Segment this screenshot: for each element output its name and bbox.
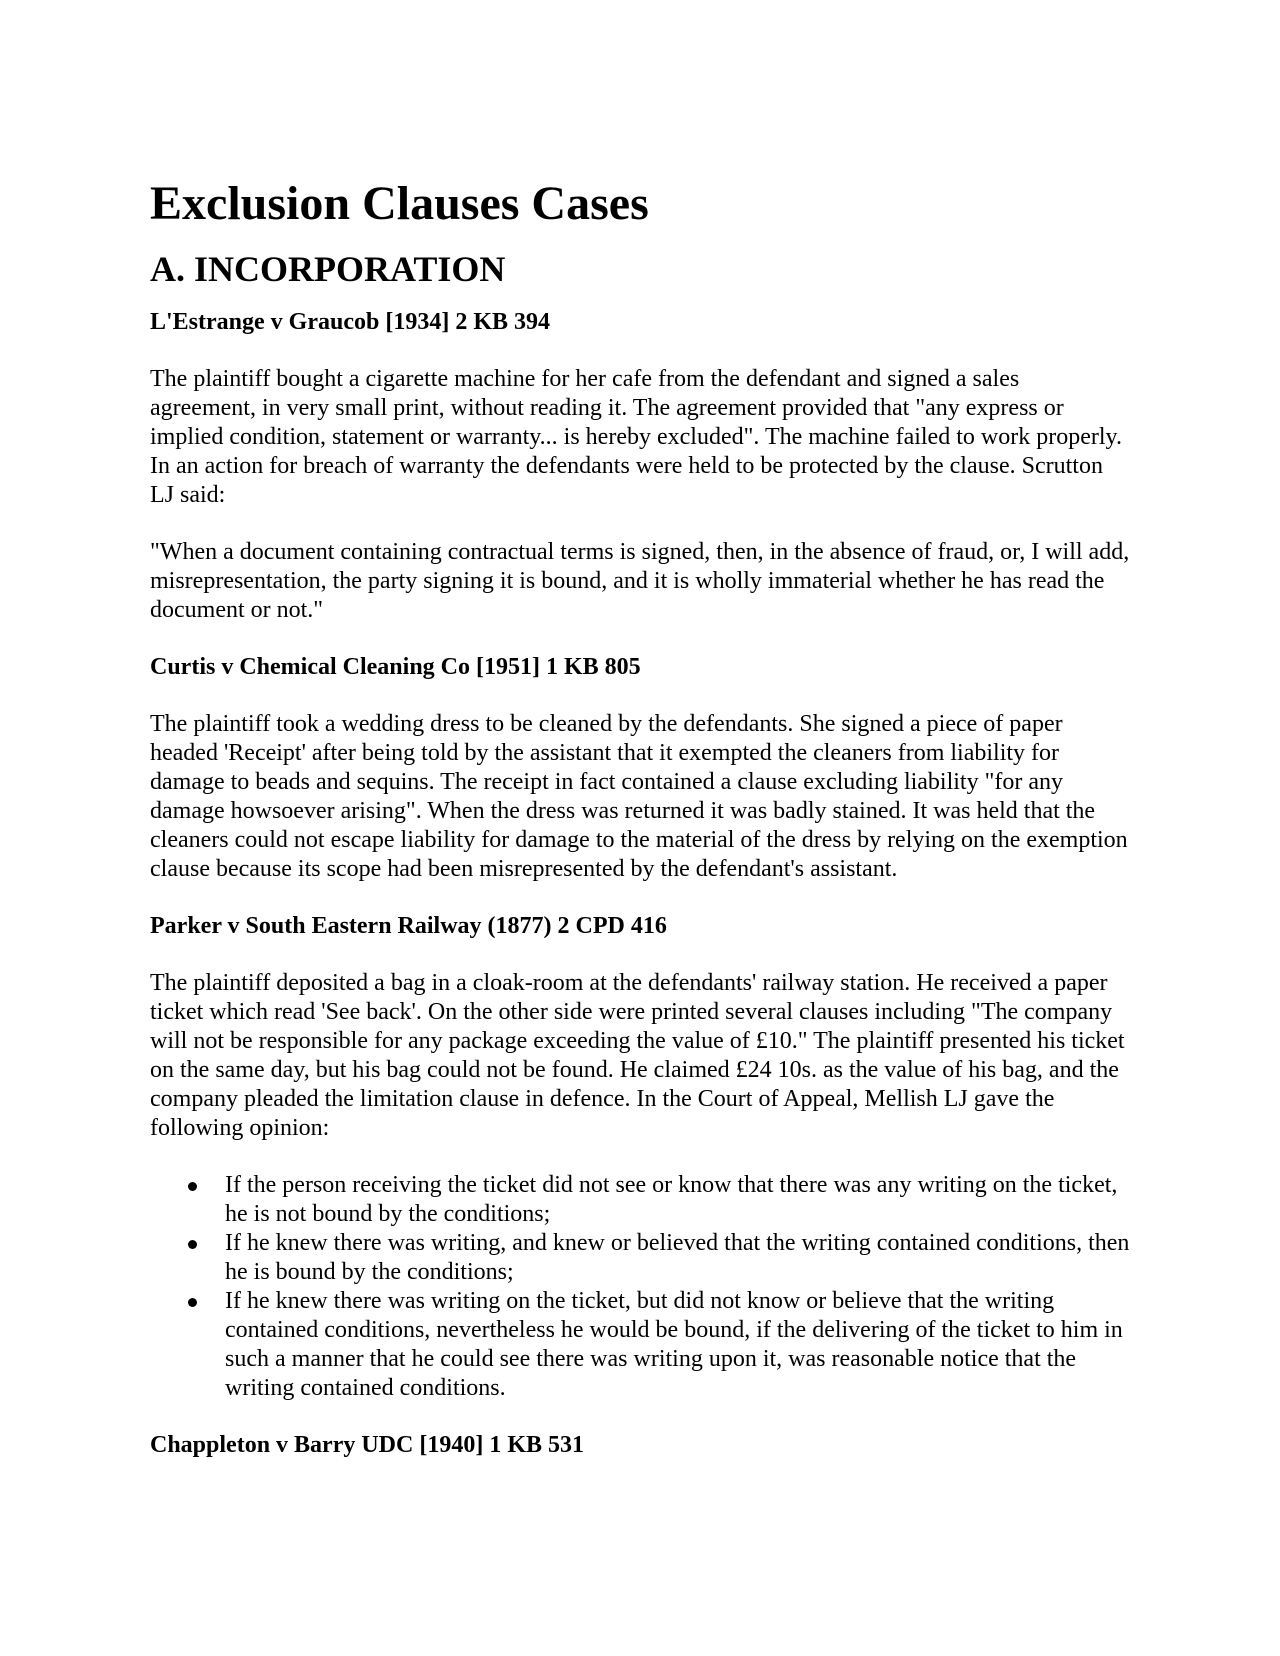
case-heading: Curtis v Chemical Cleaning Co [1951] 1 KB 805 bbox=[150, 654, 641, 680]
list-item-text: If the person receiving the ticket did not see or know that there was any writing on the ticket, he is not bound by the conditions; bbox=[225, 1172, 1118, 1227]
case-paragraph: The plaintiff deposited a bag in a cloak-room at the defendants' railway station. He received a paper ticket which read 'See back'. On the other side were printed several clauses including "The company will not be responsible for any package exceeding the value of £10." The plaintiff presented his ticket on the same day, but his bag could not be found. He claimed £24 10s. as the value of his bag, and the company pleaded the limitation clause in defence. In the Court of Appeal, Mellish LJ gave the following opinion: bbox=[150, 970, 1125, 1141]
bullet-icon bbox=[188, 1240, 197, 1249]
case-paragraph: The plaintiff bought a cigarette machine for her cafe from the defendant and signed a sales agreement, in very small print, without reading it. The agreement provided that "any express or implied condition, statement or warranty... is hereby excluded". The machine failed to work properly. In an action for breach of warranty the defendants were held to be protected by the clause. Scrutton LJ said: bbox=[150, 366, 1122, 508]
list-item-text: If he knew there was writing on the ticket, but did not know or believe that the writing contained conditions, nevertheless he would be bound, if the delivering of the ticket to him in such a manner that he could see there was writing upon it, was reasonable notice that the writing contained conditions. bbox=[225, 1288, 1123, 1401]
section-heading: A. INCORPORATION bbox=[150, 249, 506, 289]
case-heading: Chappleton v Barry UDC [1940] 1 KB 531 bbox=[150, 1432, 585, 1458]
document-title: Exclusion Clauses Cases bbox=[150, 177, 649, 230]
case-heading: Parker v South Eastern Railway (1877) 2 CPD 416 bbox=[150, 913, 667, 939]
list-item bbox=[150, 1171, 1130, 1229]
document-page bbox=[150, 0, 1130, 1460]
list-item-text: If he knew there was writing, and knew or believed that the writing contained conditions, then he is bound by the conditions; bbox=[225, 1230, 1130, 1285]
list-item bbox=[150, 1287, 1130, 1403]
case-heading: L'Estrange v Graucob [1934] 2 KB 394 bbox=[150, 309, 550, 335]
case-quote: "When a document containing contractual terms is signed, then, in the absence of fraud, or, I will add, misrepresentation, the party signing it is bound, and it is wholly immaterial whether he has read the document or not." bbox=[150, 539, 1130, 623]
opinion-bullet-list bbox=[150, 1171, 1130, 1403]
bullet-icon bbox=[188, 1182, 197, 1191]
case-paragraph: The plaintiff took a wedding dress to be cleaned by the defendants. She signed a piece of paper headed 'Receipt' after being told by the assistant that it exempted the cleaners from liability for damage to beads and sequins. The receipt in fact contained a clause excluding liability "for any damage howsoever arising". When the dress was returned it was badly stained. It was held that the cleaners could not escape liability for damage to the material of the dress by relying on the exemption clause because its scope had been misrepresented by the defendant's assistant. bbox=[150, 711, 1128, 882]
bullet-icon bbox=[188, 1298, 197, 1307]
list-item bbox=[150, 1229, 1130, 1287]
